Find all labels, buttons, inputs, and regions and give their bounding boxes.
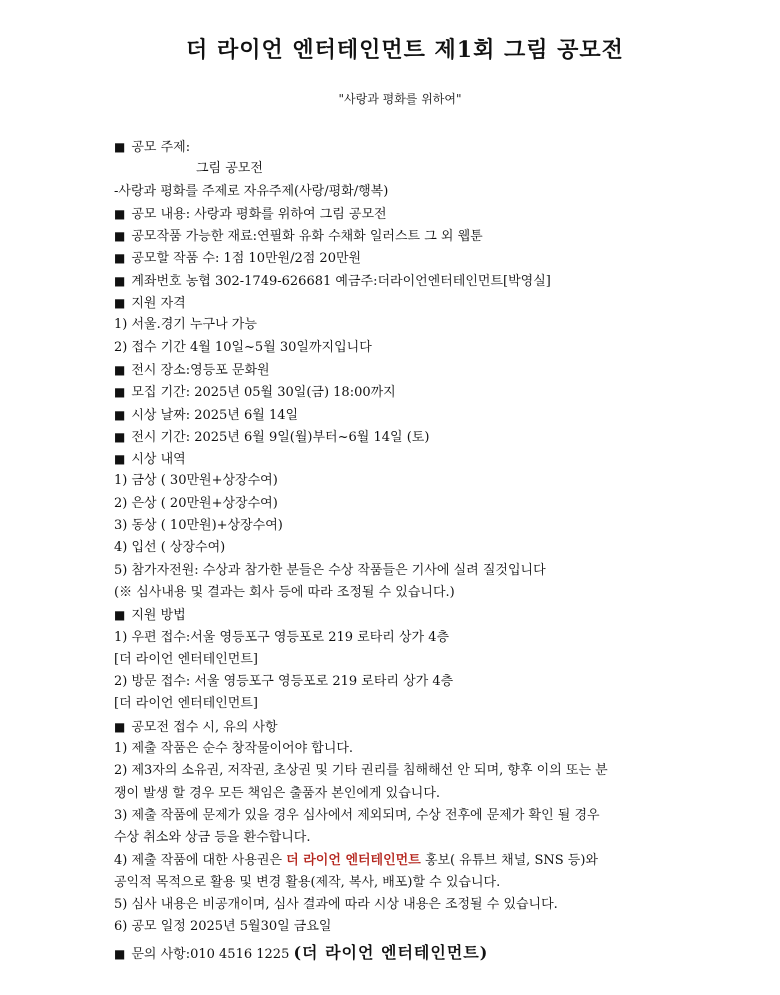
bullet-icon: ■	[114, 719, 126, 734]
list-item: 5) 참가자전원: 수상과 참가한 분들은 수상 작품들은 기사에 실려 질것입니다	[114, 562, 546, 578]
list-item: 2) 접수 기간 4월 10일~5월 30일까지입니다	[114, 339, 372, 355]
list-item: 6) 공모 일정 2025년 5월30일 금요일	[114, 919, 332, 935]
section-qualification: ■ 지원 자격	[114, 296, 186, 312]
section-fee: ■ 공모할 작품 수: 1점 10만원/2점 20만원	[114, 251, 362, 267]
bullet-icon: ■	[114, 946, 126, 961]
section-method: ■ 지원 방법	[114, 608, 186, 624]
theme-name: 그림 공모전	[196, 161, 263, 177]
list-item: 공익적 목적으로 활용 및 변경 활용(제작, 복사, 배포)할 수 있습니다.	[114, 874, 501, 890]
bullet-icon: ■	[114, 407, 126, 422]
bullet-icon: ■	[114, 206, 126, 221]
list-item: [더 라이언 엔터테인먼트]	[114, 696, 258, 712]
section-awards: ■ 시상 내역	[114, 452, 186, 468]
list-item: 2) 은상 ( 20만원+상장수여)	[114, 495, 278, 511]
list-item: [더 라이언 엔터테인먼트]	[114, 651, 258, 667]
list-item: 5) 심사 내용은 비공개이며, 심사 결과에 따라 시상 내용은 조정될 수 있습니다.	[114, 897, 558, 913]
list-item: 쟁이 발생 할 경우 모든 책임은 출품자 본인에게 있습니다.	[114, 785, 441, 801]
section-theme: ■ 공모 주제:	[114, 140, 191, 155]
announcement-body	[114, 136, 674, 964]
bullet-icon: ■	[114, 296, 126, 311]
section-content: ■ 공모 내용: 사랑과 평화를 위하여 그림 공모전	[114, 206, 387, 222]
list-item: 1) 서울.경기 누구나 가능	[114, 317, 257, 333]
section-award-date: ■ 시상 날짜: 2025년 6월 14일	[114, 407, 299, 423]
theme-desc: -사랑과 평화를 주제로 자유주제(사랑/평화/행복)	[114, 183, 389, 199]
bullet-icon: ■	[114, 385, 126, 400]
list-item: 1) 우편 접수:서울 영등포구 영등포로 219 로타리 상가 4층	[114, 629, 450, 645]
list-item: 3) 제출 작품에 문제가 있을 경우 심사에서 제외되며, 수상 전후에 문제가 확인 될 경우	[114, 807, 600, 823]
page-title: 더 라이언 엔터테인먼트 제1회 그림 공모전	[186, 37, 624, 63]
award-note: (※ 심사내용 및 결과는 회사 등에 따라 조정될 수 있습니다.)	[114, 584, 455, 600]
bullet-icon: ■	[114, 140, 126, 154]
section-recruit: ■ 모집 기간: 2025년 05월 30일(금) 18:00까지	[114, 385, 396, 401]
section-exhibit: ■ 전시 기간: 2025년 6월 9일(월)부터~6월 14일 (토)	[114, 429, 430, 445]
section-materials: ■ 공모작품 가능한 재료:연필화 유화 수채화 일러스트 그 외 웹툰	[114, 229, 483, 245]
highlight-company: 더 라이언 엔터테인먼트	[286, 852, 421, 868]
list-item: 4) 제출 작품에 대한 사용권은 더 라이언 엔터테인먼트 홍보( 유튜브 채널, SNS 등)와	[114, 852, 598, 868]
section-notes: ■ 공모전 접수 시, 유의 사항	[114, 719, 278, 735]
list-item: 2) 방문 접수: 서울 영등포구 영등포로 219 로타리 상가 4층	[114, 674, 454, 690]
list-item: 4) 입선 ( 상장수여)	[114, 540, 226, 556]
subtitle: "사랑과 평화를 위하여"	[338, 92, 462, 106]
contact-company: (더 라이언 엔터테인먼트)	[293, 942, 489, 962]
bullet-icon: ■	[114, 273, 126, 288]
section-venue: ■ 전시 장소:영등포 문화원	[114, 362, 270, 378]
list-item: 수상 취소와 상금 등을 환수합니다.	[114, 830, 311, 846]
bullet-icon: ■	[114, 608, 126, 623]
section-contact: ■ 문의 사항:010 4516 1225 (더 라이언 엔터테인먼트)	[114, 942, 489, 962]
list-item: 3) 동상 ( 10만원)+상장수여)	[114, 518, 283, 534]
bullet-icon: ■	[114, 452, 126, 467]
list-item: 2) 제3자의 소유권, 저작권, 초상권 및 기타 권리를 침해해선 안 되며, 향후 이의 또는 분	[114, 763, 608, 779]
list-item: 1) 제출 작품은 순수 창작물이어야 합니다.	[114, 741, 354, 757]
bullet-icon: ■	[114, 251, 126, 266]
bullet-icon: ■	[114, 429, 126, 444]
bullet-icon: ■	[114, 229, 126, 244]
list-item: 1) 금상 ( 30만원+상장수여)	[114, 473, 278, 489]
section-account: ■ 계좌번호 농협 302-1749-626681 예금주:더라이언엔터테인먼트[박영실]	[114, 273, 551, 289]
bullet-icon: ■	[114, 362, 126, 377]
